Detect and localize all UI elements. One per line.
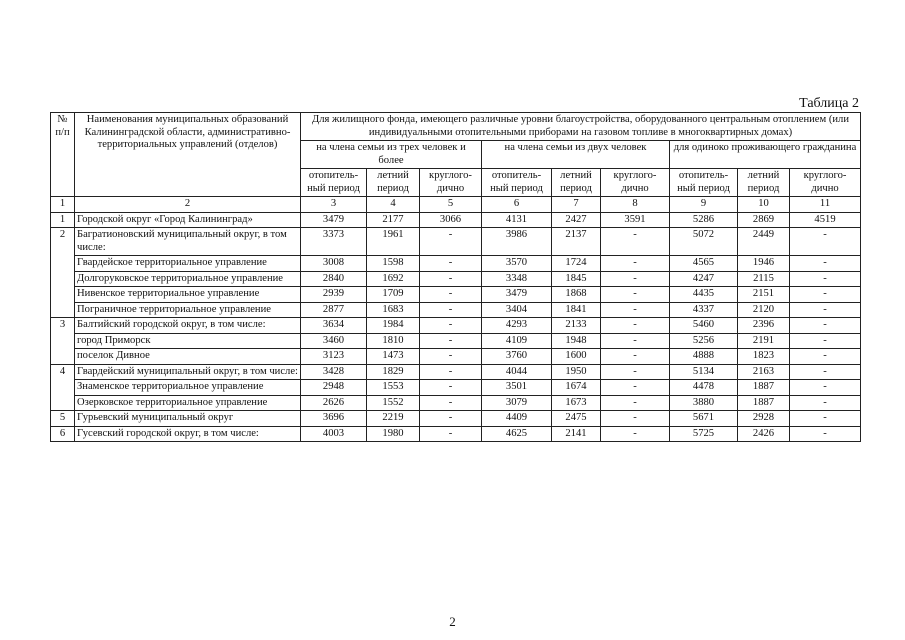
utility-norms-table [50, 112, 861, 442]
table-row [51, 426, 861, 442]
row-value: - [601, 287, 670, 303]
row-value: 2869 [738, 212, 790, 228]
row-value: 3591 [601, 212, 670, 228]
header-period: круглого-дично [420, 169, 482, 197]
row-value: 2219 [367, 411, 420, 427]
row-value: 4247 [670, 271, 738, 287]
row-value: 3066 [420, 212, 482, 228]
row-value: 4565 [670, 256, 738, 272]
row-value: 1810 [367, 333, 420, 349]
row-number: 5 [51, 411, 75, 427]
row-value: 4109 [482, 333, 552, 349]
row-value: 3760 [482, 349, 552, 365]
row-value: 1980 [367, 426, 420, 442]
row-value: 2115 [738, 271, 790, 287]
row-value: - [420, 256, 482, 272]
row-value: - [790, 318, 861, 334]
row-value: - [790, 411, 861, 427]
row-value: 1674 [552, 380, 601, 396]
row-value: 3570 [482, 256, 552, 272]
row-value: 2141 [552, 426, 601, 442]
row-value: 4003 [301, 426, 367, 442]
row-value: - [420, 395, 482, 411]
header-period: круглого-дично [601, 169, 670, 197]
header-period: отопитель-ный период [482, 169, 552, 197]
column-number: 3 [301, 197, 367, 213]
row-value: 2475 [552, 411, 601, 427]
header-period: летний период [367, 169, 420, 197]
row-value: - [790, 287, 861, 303]
row-value: 5256 [670, 333, 738, 349]
table-body [51, 212, 861, 442]
row-value: 1553 [367, 380, 420, 396]
row-name: Озерковское территориальное управление [75, 395, 301, 411]
row-number: 1 [51, 212, 75, 228]
table-row [51, 228, 861, 256]
table-row [51, 349, 861, 365]
column-number: 10 [738, 197, 790, 213]
table-row [51, 287, 861, 303]
row-value: - [601, 395, 670, 411]
row-value: 2177 [367, 212, 420, 228]
row-value: 4435 [670, 287, 738, 303]
row-value: 4409 [482, 411, 552, 427]
row-value: 1845 [552, 271, 601, 287]
header-num: № п/п [51, 113, 75, 197]
row-value: 1709 [367, 287, 420, 303]
row-value: 5460 [670, 318, 738, 334]
row-value: 3479 [301, 212, 367, 228]
column-number: 8 [601, 197, 670, 213]
row-value: 3460 [301, 333, 367, 349]
row-value: 1984 [367, 318, 420, 334]
table-row [51, 411, 861, 427]
row-value: 1868 [552, 287, 601, 303]
column-number: 4 [367, 197, 420, 213]
row-value: 3373 [301, 228, 367, 256]
row-value: - [790, 426, 861, 442]
header-sub-single: для одиноко проживающего гражданина [670, 141, 861, 169]
page-number: 2 [449, 614, 456, 629]
row-value: - [601, 271, 670, 287]
row-value: - [790, 333, 861, 349]
row-value: 1683 [367, 302, 420, 318]
row-value: - [420, 364, 482, 380]
row-value: - [790, 228, 861, 256]
row-value: 1823 [738, 349, 790, 365]
column-number: 6 [482, 197, 552, 213]
row-value: 2449 [738, 228, 790, 256]
header-column-numbers-row [51, 197, 861, 213]
row-value: 2928 [738, 411, 790, 427]
row-value: - [790, 271, 861, 287]
row-value: - [420, 228, 482, 256]
row-value: 3079 [482, 395, 552, 411]
row-value: 5671 [670, 411, 738, 427]
row-name: Гвардейское территориальное управление [75, 256, 301, 272]
header-sub-two: на члена семьи из двух человек [482, 141, 670, 169]
row-value: 1887 [738, 380, 790, 396]
row-value: 4337 [670, 302, 738, 318]
row-value: - [790, 302, 861, 318]
row-value: 3880 [670, 395, 738, 411]
column-number: 1 [51, 197, 75, 213]
row-value: - [790, 256, 861, 272]
row-value: - [601, 256, 670, 272]
row-value: - [420, 333, 482, 349]
row-value: 1473 [367, 349, 420, 365]
row-value: - [601, 228, 670, 256]
row-value: 2426 [738, 426, 790, 442]
row-value: 2151 [738, 287, 790, 303]
row-value: - [420, 302, 482, 318]
row-value: - [601, 426, 670, 442]
row-value: 4044 [482, 364, 552, 380]
table-row [51, 318, 861, 334]
row-name: Гурьевский муниципальный округ [75, 411, 301, 427]
row-value: 3634 [301, 318, 367, 334]
row-value: 3008 [301, 256, 367, 272]
table-row [51, 380, 861, 396]
row-value: 2133 [552, 318, 601, 334]
row-value: 1600 [552, 349, 601, 365]
row-value: 1950 [552, 364, 601, 380]
row-value: 3479 [482, 287, 552, 303]
row-value: 3404 [482, 302, 552, 318]
row-value: 4131 [482, 212, 552, 228]
row-value: 1552 [367, 395, 420, 411]
row-value: 2840 [301, 271, 367, 287]
row-name: Городской округ «Город Калининград» [75, 212, 301, 228]
row-name: Гусевский городской округ, в том числе: [75, 426, 301, 442]
column-number: 9 [670, 197, 738, 213]
row-value: 3348 [482, 271, 552, 287]
row-value: 2948 [301, 380, 367, 396]
header-period: летний период [738, 169, 790, 197]
row-value: 1673 [552, 395, 601, 411]
row-value: 3696 [301, 411, 367, 427]
row-value: - [420, 318, 482, 334]
row-value: - [420, 349, 482, 365]
row-value: 4293 [482, 318, 552, 334]
row-value: - [601, 333, 670, 349]
row-value: 1887 [738, 395, 790, 411]
row-value: - [420, 380, 482, 396]
row-value: - [420, 287, 482, 303]
header-name: Наименования муниципальных образований Калининградской области, административно-территориальных управлений (отделов) [75, 113, 301, 197]
row-number: 6 [51, 426, 75, 442]
row-value: 3123 [301, 349, 367, 365]
row-number: 2 [51, 228, 75, 318]
row-value: - [601, 380, 670, 396]
column-number: 11 [790, 197, 861, 213]
row-value: 2626 [301, 395, 367, 411]
column-number: 5 [420, 197, 482, 213]
row-value: 2877 [301, 302, 367, 318]
row-value: - [601, 349, 670, 365]
row-value: - [790, 349, 861, 365]
row-name: Знаменское территориальное управление [75, 380, 301, 396]
row-value: 2137 [552, 228, 601, 256]
row-value: - [601, 364, 670, 380]
row-value: 2163 [738, 364, 790, 380]
header-period: отопитель-ный период [301, 169, 367, 197]
row-value: - [420, 426, 482, 442]
row-value: - [790, 395, 861, 411]
row-value: - [790, 364, 861, 380]
row-value: 1961 [367, 228, 420, 256]
row-value: 5286 [670, 212, 738, 228]
row-value: 4478 [670, 380, 738, 396]
row-value: 2191 [738, 333, 790, 349]
table-row [51, 271, 861, 287]
row-value: - [790, 380, 861, 396]
row-value: - [601, 318, 670, 334]
row-value: 3428 [301, 364, 367, 380]
table-row [51, 302, 861, 318]
row-value: 4625 [482, 426, 552, 442]
row-number: 4 [51, 364, 75, 411]
row-value: - [601, 302, 670, 318]
row-name: Гвардейский муниципальный округ, в том числе: [75, 364, 301, 380]
row-value: 1598 [367, 256, 420, 272]
table-row [51, 256, 861, 272]
table-row [51, 395, 861, 411]
row-number: 3 [51, 318, 75, 365]
row-value: - [601, 411, 670, 427]
row-value: 2427 [552, 212, 601, 228]
header-period: летний период [552, 169, 601, 197]
row-value: 1948 [552, 333, 601, 349]
row-value: 2396 [738, 318, 790, 334]
row-value: 3986 [482, 228, 552, 256]
row-name: Балтийский городской округ, в том числе: [75, 318, 301, 334]
row-name: Долгоруковское территориальное управление [75, 271, 301, 287]
row-value: 4888 [670, 349, 738, 365]
header-row-1 [51, 113, 861, 141]
row-value: 1946 [738, 256, 790, 272]
column-number: 7 [552, 197, 601, 213]
table-row [51, 333, 861, 349]
row-value: - [420, 411, 482, 427]
row-value: 1724 [552, 256, 601, 272]
row-value: 5134 [670, 364, 738, 380]
row-value: 3501 [482, 380, 552, 396]
header-sub-three: на члена семьи из трех человек и более [301, 141, 482, 169]
row-value: 4519 [790, 212, 861, 228]
header-group: Для жилищного фонда, имеющего различные уровни благоустройства, оборудованного центральным отоплением (или индивидуальными отопительными приборами на газовом топливе в многоквартирных домах) [301, 113, 861, 141]
row-name: Нивенское территориальное управление [75, 287, 301, 303]
row-value: 2120 [738, 302, 790, 318]
header-period: отопитель-ный период [670, 169, 738, 197]
row-name: Пограничное территориальное управление [75, 302, 301, 318]
row-value: 2939 [301, 287, 367, 303]
row-value: 5725 [670, 426, 738, 442]
row-value: - [420, 271, 482, 287]
table-row [51, 212, 861, 228]
row-name: поселок Дивное [75, 349, 301, 365]
row-value: 5072 [670, 228, 738, 256]
table-caption: Таблица 2 [799, 96, 859, 111]
header-period: круглого-дично [790, 169, 861, 197]
row-name: Багратионовский муниципальный округ, в том числе: [75, 228, 301, 256]
column-number: 2 [75, 197, 301, 213]
row-value: 1841 [552, 302, 601, 318]
row-value: 1829 [367, 364, 420, 380]
row-value: 1692 [367, 271, 420, 287]
table-row [51, 364, 861, 380]
row-name: город Приморск [75, 333, 301, 349]
